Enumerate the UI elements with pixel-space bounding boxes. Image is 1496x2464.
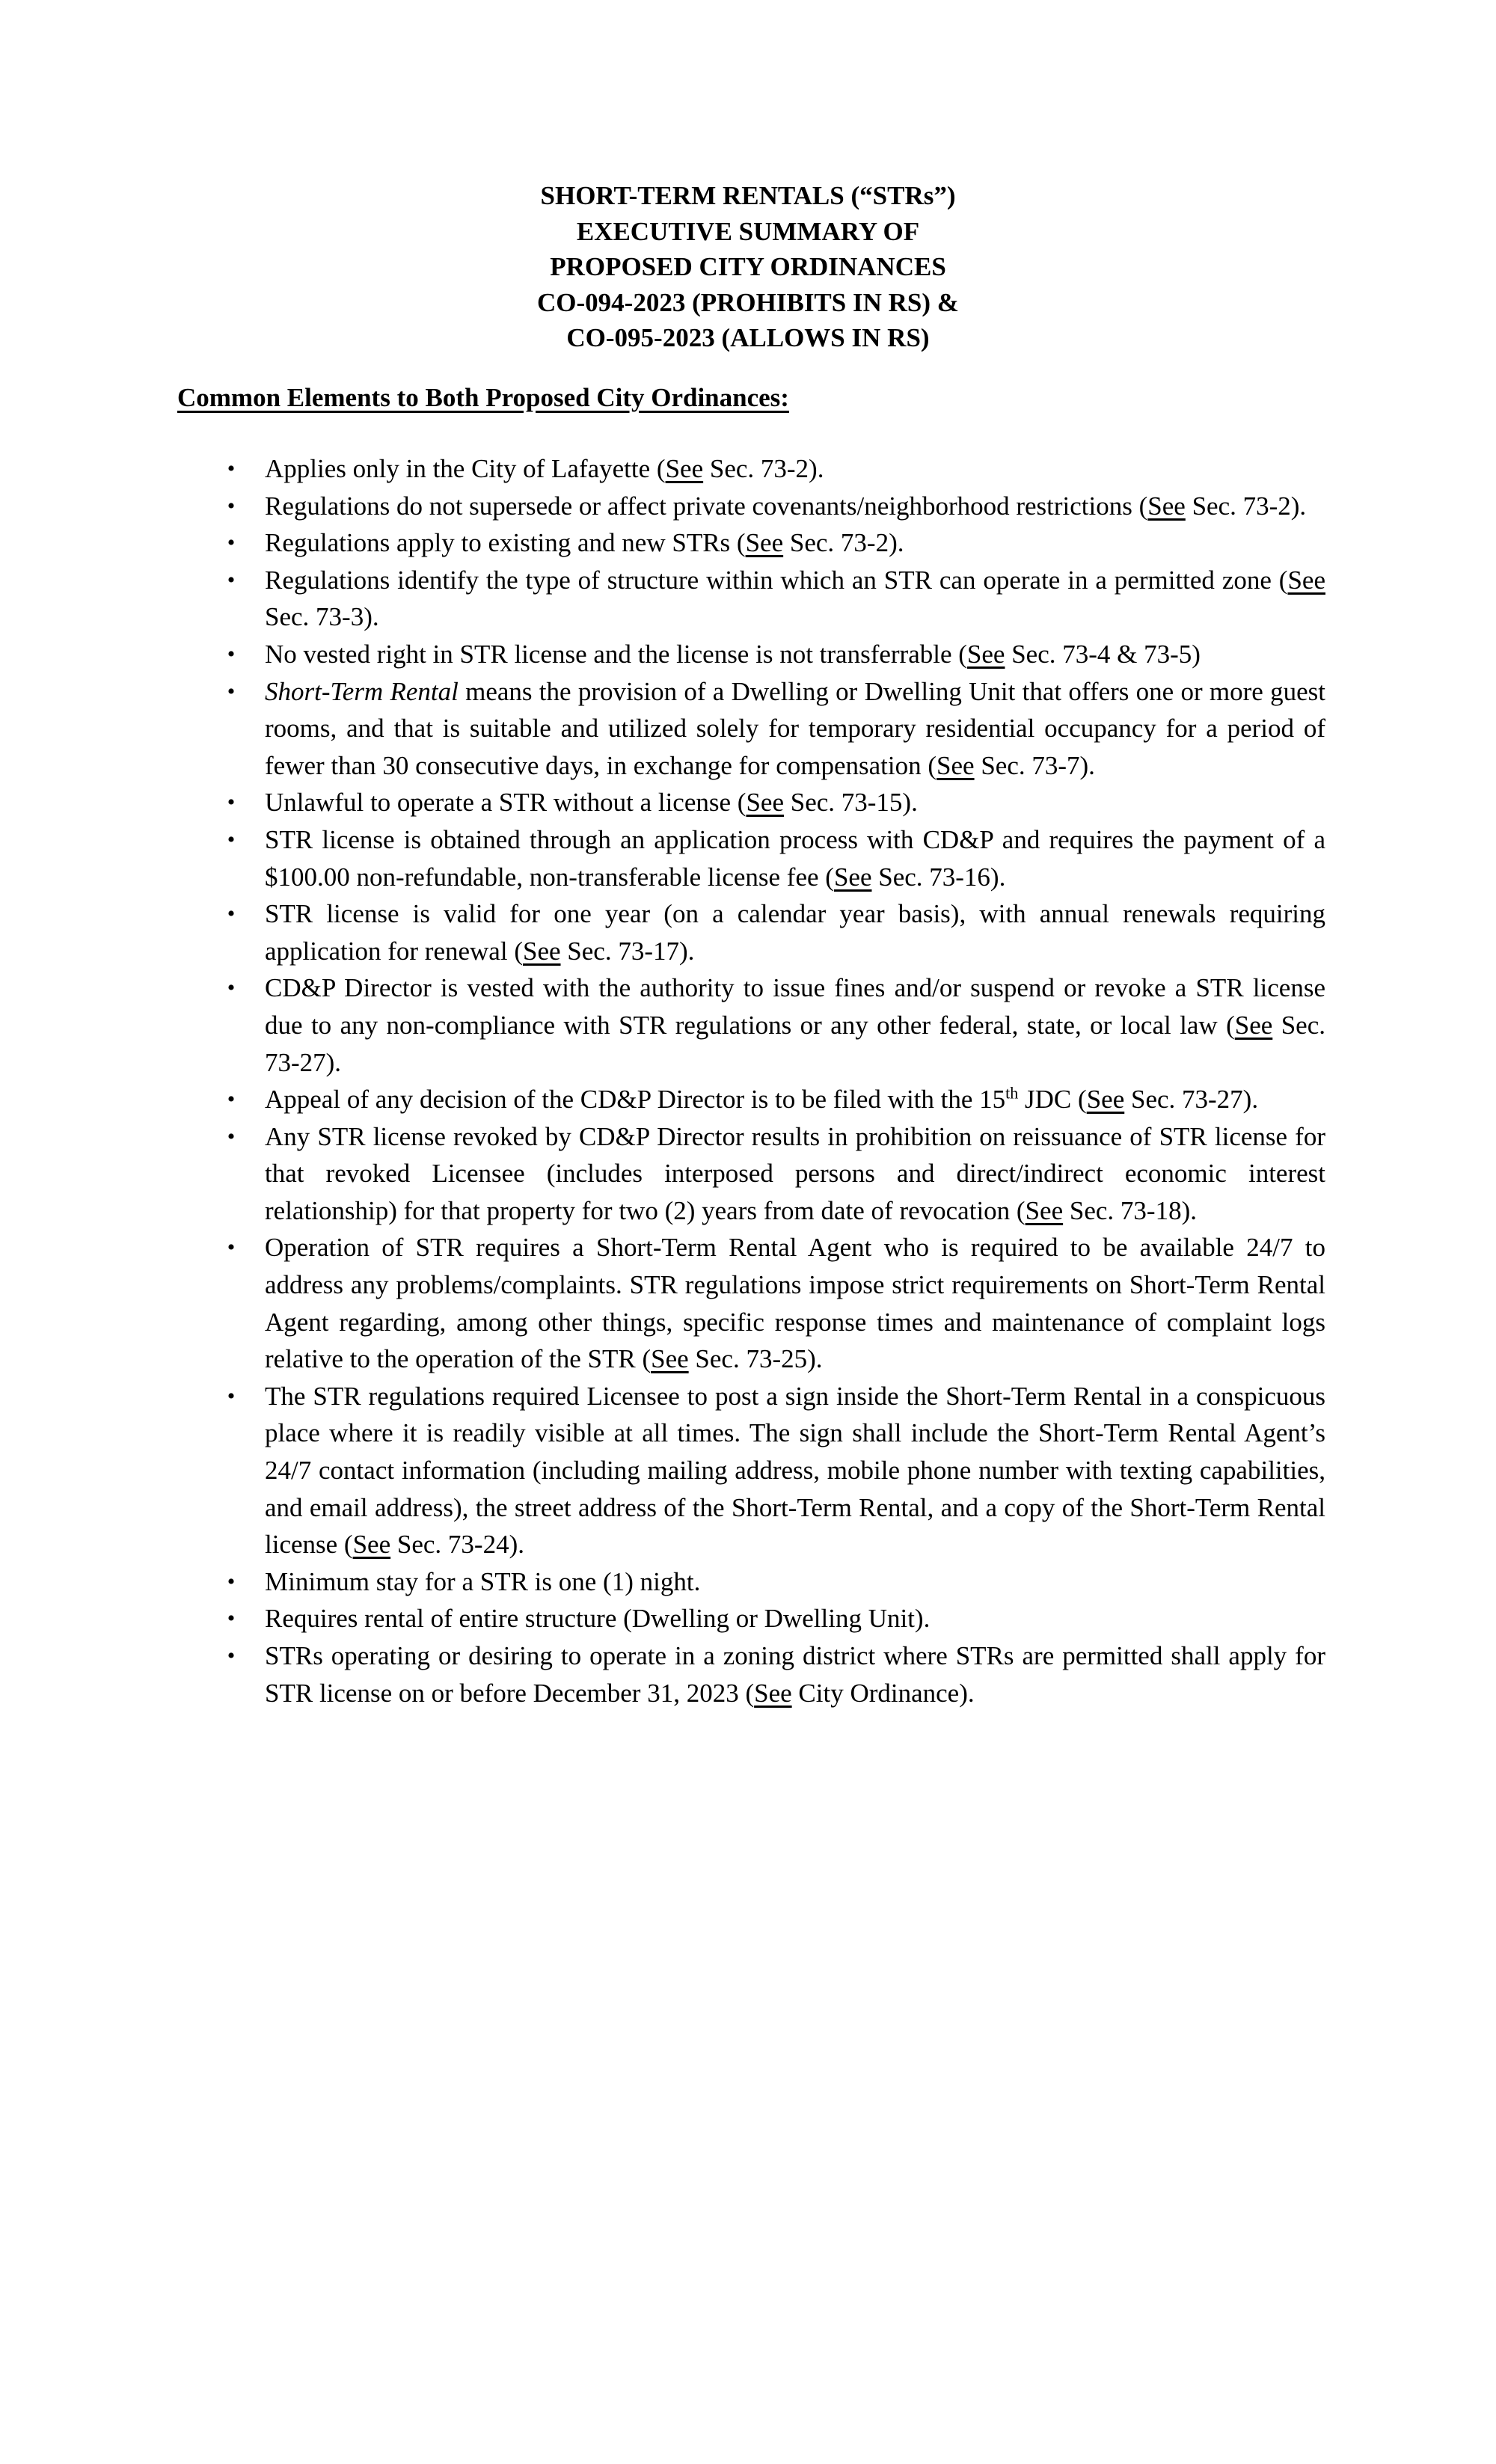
see-reference: See [522,936,561,966]
see-reference: See [833,862,872,892]
bullet-text: STR license is obtained through an application process with CD&P and requires the payment of a $100.00 non-refundable, non-transferable license fee ( [265,824,1325,892]
bullet-icon: • [227,827,236,852]
bullet-text: means the provision of a Dwelling or Dwelling Unit that offers one or more guest rooms, and that is suitable and utilized solely for temporary residential occupancy for a period of fewer than 30 consecutive days, in exchange for compensation ( [265,676,1325,780]
bullet-text: Unlawful to operate a STR without a license ( [265,788,747,818]
title-line: PROPOSED CITY ORDINANCES [550,252,946,281]
title-line: EXECUTIVE SUMMARY OF [576,216,920,246]
list-item [177,895,1325,969]
bullet-text: Regulations identify the type of structure within which an STR can operate in a permitted zone ( [265,565,1288,595]
bullet-text: Sec. 73-2). [783,528,904,558]
see-reference: See [1086,1085,1125,1115]
bullet-text: Sec. 73-4 & 73-5) [1005,639,1201,669]
bullet-text: Sec. 73-18). [1063,1195,1197,1225]
bullet-text: Sec. 73-16). [871,862,1006,892]
bullet-list [177,450,1325,1711]
list-item [177,821,1325,895]
list-item [177,1378,1325,1563]
bullet-text: Sec. 73-2). [703,454,824,483]
bullet-text: JDC ( [1018,1085,1087,1115]
bullet-text: No vested right in STR license and the license is not transferrable ( [265,639,967,669]
bullet-text: Sec. 73-3). [265,602,379,632]
title-line: CO-094-2023 (PROHIBITS IN RS) & [537,287,959,317]
list-item [177,450,1325,488]
see-reference: See [1234,1010,1273,1040]
list-item [177,488,1325,525]
bullet-icon: • [227,1643,236,1668]
list-item [177,969,1325,1081]
list-item [177,1600,1325,1637]
ordinal-suffix: th [1005,1083,1019,1103]
list-item [177,673,1325,785]
see-reference: See [745,528,784,558]
bullet-text: Requires rental of entire structure (Dwelling or Dwelling Unit). [265,1604,931,1634]
bullet-text: City Ordinance). [791,1678,975,1708]
see-reference: See [1147,491,1186,521]
see-reference: See [651,1344,689,1374]
bullet-icon: • [227,975,236,1001]
bullet-text: Sec. 73-27). [1124,1085,1259,1115]
bullet-text: STR license is valid for one year (on a calendar year basis), with annual renewals requiring application for renewal ( [265,899,1325,966]
bullet-text: CD&P Director is vested with the authority to issue fines and/or suspend or revoke a STR license due to any non-compliance with STR regulations or any other federal, state, or local law ( [265,973,1325,1040]
see-reference: See [754,1678,792,1708]
bullet-icon: • [227,790,236,815]
bullet-text: Appeal of any decision of the CD&P Director is to be filed with the 15 [265,1085,1006,1115]
bullet-icon: • [227,1569,236,1594]
bullet-text: Sec. 73-2). [1185,491,1307,521]
bullet-text: Any STR license revoked by CD&P Director results in prohibition on reissuance of STR license for that revoked Licensee (includes interposed persons and direct/indirect economic interest relationship) for that property for two (2) years from date of revocation ( [265,1121,1325,1225]
bullet-icon: • [227,493,236,518]
list-item [177,1563,1325,1601]
bullet-text: Regulations apply to existing and new STRs ( [265,528,746,558]
bullet-icon: • [227,530,236,556]
see-reference: See [1287,565,1325,595]
bullet-text: Regulations do not supersede or affect private covenants/neighborhood restrictions ( [265,491,1148,521]
bullet-text: Sec. 73-24). [390,1530,524,1560]
bullet-icon: • [227,1087,236,1112]
list-item [177,524,1325,562]
bullet-icon: • [227,456,236,481]
list-item [177,1081,1325,1118]
defined-term: Short-Term Rental [265,676,459,706]
bullet-text: Operation of STR requires a Short-Term Rental Agent who is required to be available 24/7 to address any problems/complaints. STR regulations impose strict requirements on Short-Term Rental Agent regarding, among other things, specific response times and maintenance of complaint logs relative to the operation of the STR ( [265,1233,1325,1374]
bullet-text: Sec. 73-25). [688,1344,823,1374]
bullet-text: Sec. 73-17). [560,936,695,966]
list-item [177,562,1325,636]
bullet-icon: • [227,1606,236,1631]
see-reference: See [1025,1195,1064,1225]
list-item [177,1637,1325,1711]
see-reference: See [966,639,1005,669]
bullet-icon: • [227,641,236,666]
section-heading: Common Elements to Both Proposed City Ordinances: [177,383,789,412]
see-reference: See [936,750,975,780]
see-reference: See [746,788,784,818]
see-reference: See [665,454,704,483]
bullet-text: STRs operating or desiring to operate in a zoning district where STRs are permitted shall apply for STR license on or before December 31, 2023 ( [265,1641,1325,1708]
bullet-icon: • [227,678,236,704]
bullet-icon: • [227,1235,236,1260]
bullet-icon: • [227,567,236,592]
bullet-text: The STR regulations required Licensee to post a sign inside the Short-Term Rental in a conspicuous place where it is readily visible at all times. The sign shall include the Short-Term Rental Agent’s 24/7 contact information (including mailing address, mobile phone number with texting capabilities, and email address), the street address of the Short-Term Rental, and a copy of the Short-Term Rental license ( [265,1381,1325,1560]
bullet-icon: • [227,1383,236,1409]
bullet-text: Applies only in the City of Lafayette ( [265,454,666,483]
bullet-icon: • [227,901,236,927]
list-item [177,1118,1325,1230]
bullet-text: Minimum stay for a STR is one (1) night. [265,1566,701,1596]
list-item [177,1229,1325,1377]
bullet-text: Sec. 73-7). [974,750,1095,780]
document-title [0,178,1496,356]
bullet-text: Sec. 73-15). [783,788,918,818]
bullet-text: Sec. 73-27). [265,1010,1325,1077]
title-line: CO-095-2023 (ALLOWS IN RS) [566,323,930,352]
list-item [177,636,1325,673]
title-line: SHORT-TERM RENTALS (“STRs”) [540,181,956,210]
see-reference: See [352,1530,391,1560]
bullet-icon: • [227,1124,236,1149]
list-item [177,784,1325,821]
